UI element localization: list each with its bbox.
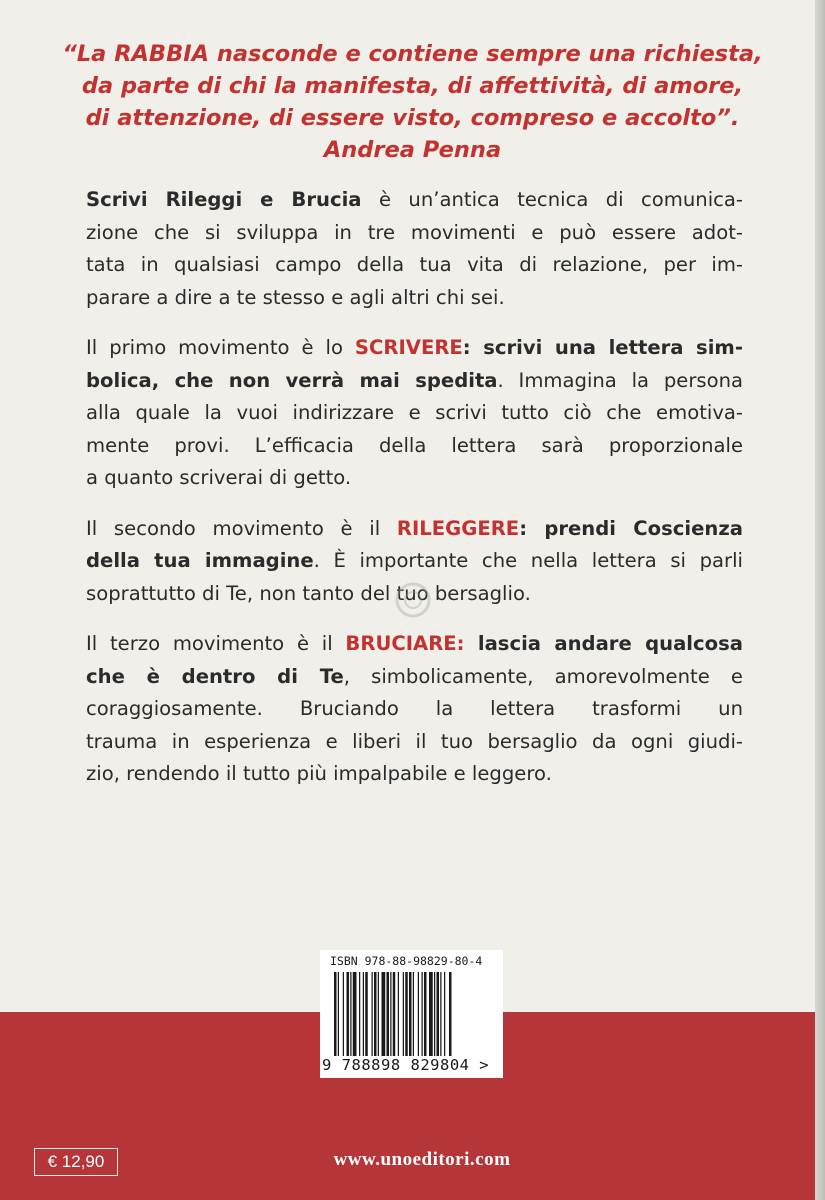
paragraph-bruciare: Il terzo movimento è il BRUCIARE: lascia andare qualcosa che è dentro di Te, simbolicamente, amorevolmente e coraggiosamente. Bruciando la lettera trasformi un trauma in esperienza e liberi il tuo bersaglio da ogni giudi- zio, rendendo il tutto più impalpabile e leggero.	[86, 632, 743, 785]
barcode-bar	[353, 972, 357, 1056]
barcode-bar	[343, 972, 344, 1056]
quote-line: di attenzione, di essere visto, compreso e accolto”.	[85, 105, 740, 131]
barcode-bar	[350, 972, 351, 1056]
barcode-bar	[393, 972, 396, 1056]
barcode-bar	[382, 972, 386, 1056]
barcode-bar	[413, 972, 414, 1056]
barcode-bar	[363, 972, 364, 1056]
isbn-number: ISBN 978-88-98829-80-4	[330, 954, 483, 968]
barcode-bar	[398, 972, 399, 1056]
epigraph-quote	[40, 38, 785, 166]
barcode-bar	[418, 972, 419, 1056]
paragraph-scrivere: Il primo movimento è lo SCRIVERE: scrivi una lettera sim- bolica, che non verrà mai spedita. Immagina la persona alla quale la vuoi indirizzare e scrivi tutto ciò che emotiva- mente provi. L’efficacia della lettera sarà proporzionale a quanto scriverai di getto.	[86, 336, 743, 489]
paragraph-intro: Scrivi Rileggi e Brucia è un’antica tecnica di comunica- zione che si sviluppa in tre movimenti e può essere adot- tata in qualsiasi campo della tua vita di relazione, per im- parare a dire a te stesso e agli altri chi sei.	[86, 188, 743, 309]
barcode-bar	[449, 972, 452, 1056]
barcode-bar	[374, 972, 377, 1056]
barcode-bar	[403, 972, 404, 1056]
barcode-bar	[409, 972, 412, 1056]
barcode-bar	[440, 972, 441, 1056]
barcode-bar	[365, 972, 368, 1056]
barcode-bar	[429, 972, 433, 1056]
quote-line: “La RABBIA nasconde e contiene sempre una richiesta,	[62, 41, 763, 67]
ean-digits: 9 788898 829804 >	[322, 1056, 490, 1074]
barcode-bar	[359, 972, 360, 1056]
price-tag: € 12,90	[34, 1148, 118, 1176]
barcode-bar	[444, 972, 445, 1056]
barcode-bar	[390, 972, 391, 1056]
paragraph-rileggere: Il secondo movimento è il RILEGGERE: prendi Coscienza della tua immagine. È importante che nella lettera si parli soprattutto di Te, non tanto del tuo bersaglio.	[86, 516, 743, 605]
quote-line: da parte di chi la manifesta, di affettività, di amore,	[81, 73, 744, 99]
blurb-text	[86, 184, 743, 809]
barcode-bar	[437, 972, 440, 1056]
barcode-bar	[378, 972, 379, 1056]
barcode-bar	[372, 972, 373, 1056]
barcode-bar	[338, 972, 339, 1056]
barcode	[334, 972, 494, 1056]
barcode-bar	[334, 972, 337, 1056]
barcode-bar	[405, 972, 408, 1056]
barcode-bar	[424, 972, 427, 1056]
barcode-bar	[422, 972, 423, 1056]
watermark-logo	[393, 580, 453, 620]
quote-emphasis: RABBIA	[114, 41, 210, 67]
quote-author: Andrea Penna	[323, 137, 502, 163]
barcode-bar	[387, 972, 390, 1056]
barcode-bar	[434, 972, 435, 1056]
publisher-website: www.unoeditori.com	[333, 1149, 511, 1170]
barcode-bar	[347, 972, 350, 1056]
